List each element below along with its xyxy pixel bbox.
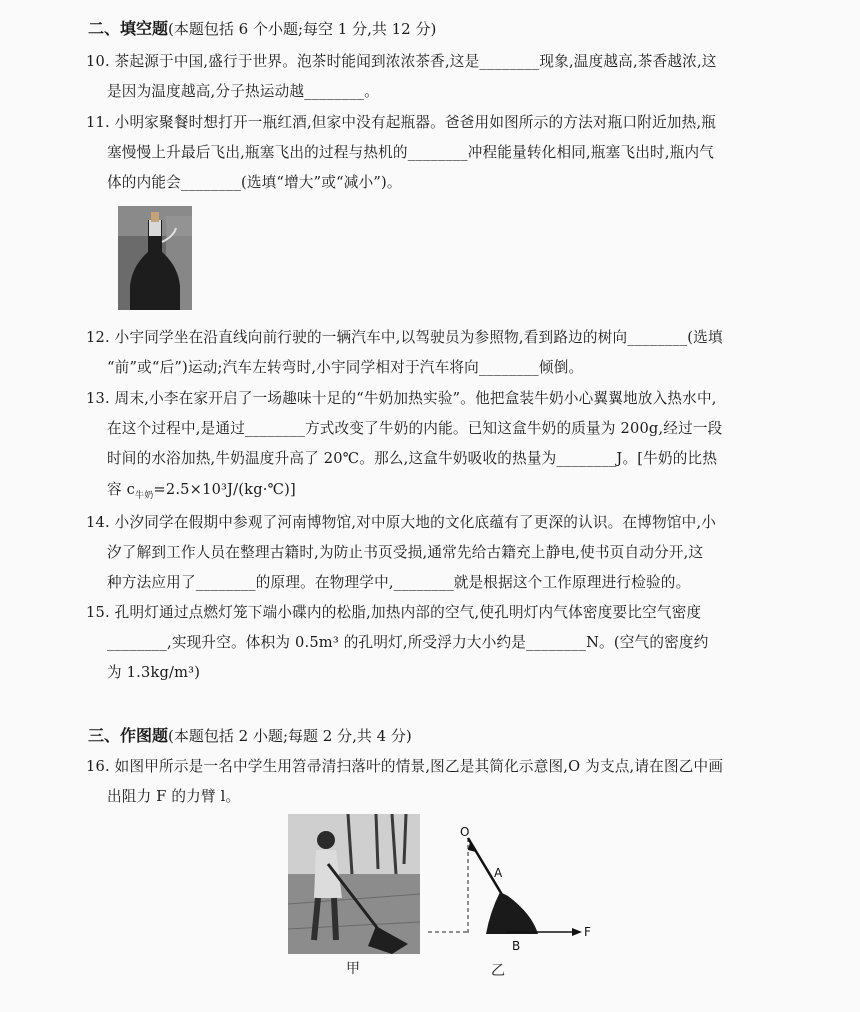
broom-head	[486, 892, 538, 934]
q16-line2: 出阻力 F 的力臂 l。	[107, 788, 241, 805]
q11-line2: 塞慢慢上升最后飞出,瓶塞飞出的过程与热机的________冲程能量转化相同,瓶塞飞出时,瓶内气	[107, 144, 715, 161]
section3-note: (本题包括 2 小题;每题 2 分,共 4 分)	[168, 727, 412, 745]
point-a-label: A	[494, 866, 503, 880]
section2-note: (本题包括 6 个小题;每空 1 分,共 12 分)	[168, 20, 437, 38]
q16-line1: 16. 如图甲所示是一名中学生用笤帚清扫落叶的情景,图乙是其简化示意图,O 为支点,请在图乙中画	[86, 758, 724, 775]
q13-line4-post: =2.5×10³J/(kg·℃)]	[153, 481, 296, 498]
q14-line2: 汐了解到工作人员在整理古籍时,为防止书页受损,通常先给古籍充上静电,使书页自动分开,这	[107, 544, 704, 561]
figure-jia-label: 甲	[346, 961, 361, 977]
lever-diagram	[426, 822, 596, 972]
force-f-label: F	[584, 925, 591, 939]
section3-header	[88, 723, 412, 746]
section3-title: 三、作图题	[88, 726, 169, 745]
q15-line2: ________,实现升空。体积为 0.5m³ 的孔明灯,所受浮力大小约是________N。(空气的密度约	[107, 634, 709, 651]
q11-line3: 体的内能会________(选填“增大”或“减小”)。	[107, 174, 402, 191]
q13-line4	[107, 478, 296, 501]
section2-title: 二、填空题	[88, 19, 169, 38]
q15-line1: 15. 孔明灯通过点燃灯笼下端小碟内的松脂,加热内部的空气,使孔明灯内气体密度要比空气密度	[86, 604, 702, 621]
q13-line4-subscript: 牛奶	[135, 490, 154, 501]
sweeping-image	[288, 814, 420, 954]
sweeping-photo	[288, 814, 420, 954]
wine-bottle-image	[118, 206, 192, 310]
q14-line3: 种方法应用了________的原理。在物理学中,________就是根据这个工作原理进行检验的。	[107, 574, 691, 591]
q10-line2: 是因为温度越高,分子热运动越________。	[107, 83, 379, 100]
q11-line1: 11. 小明家聚餐时想打开一瓶红酒,但家中没有起瓶器。爸爸用如图所示的方法对瓶口附近加热,瓶	[86, 114, 717, 131]
q13-line2: 在这个过程中,是通过________方式改变了牛奶的内能。已知这盒牛奶的质量为 200g,经过一段	[107, 420, 723, 437]
point-o-label: O	[460, 825, 470, 839]
section2-header	[88, 16, 436, 39]
q13-line4-pre: 容 c	[107, 481, 136, 498]
q13-line1: 13. 周末,小李在家开启了一场趣味十足的“牛奶加热实验”。他把盒装牛奶小心翼翼地放入热水中,	[86, 390, 717, 407]
q14-line1: 14. 小汐同学在假期中参观了河南博物馆,对中原大地的文化底蕴有了更深的认识。在博物馆中,小	[86, 514, 717, 531]
q10-line1: 10. 茶起源于中国,盛行于世界。泡茶时能闻到浓浓茶香,这是________现象,温度越高,茶香越浓,这	[86, 53, 717, 70]
point-b-label: B	[512, 939, 521, 953]
wine-bottle-photo	[118, 206, 192, 310]
figure-yi-label: 乙	[491, 963, 506, 979]
q12-line2: “前”或“后”)运动;汽车左转弯时,小宇同学相对于汽车将向________倾倒。	[107, 359, 584, 376]
q15-line3: 为 1.3kg/m³)	[107, 664, 201, 681]
force-arrowhead	[572, 928, 582, 936]
q12-line1: 12. 小宇同学坐在沿直线向前行驶的一辆汽车中,以驾驶员为参照物,看到路边的树向________(选填	[86, 329, 723, 346]
q13-line3: 时间的水浴加热,牛奶温度升高了 20℃。那么,这盒牛奶吸收的热量为________J。[牛奶的比热	[107, 450, 718, 467]
